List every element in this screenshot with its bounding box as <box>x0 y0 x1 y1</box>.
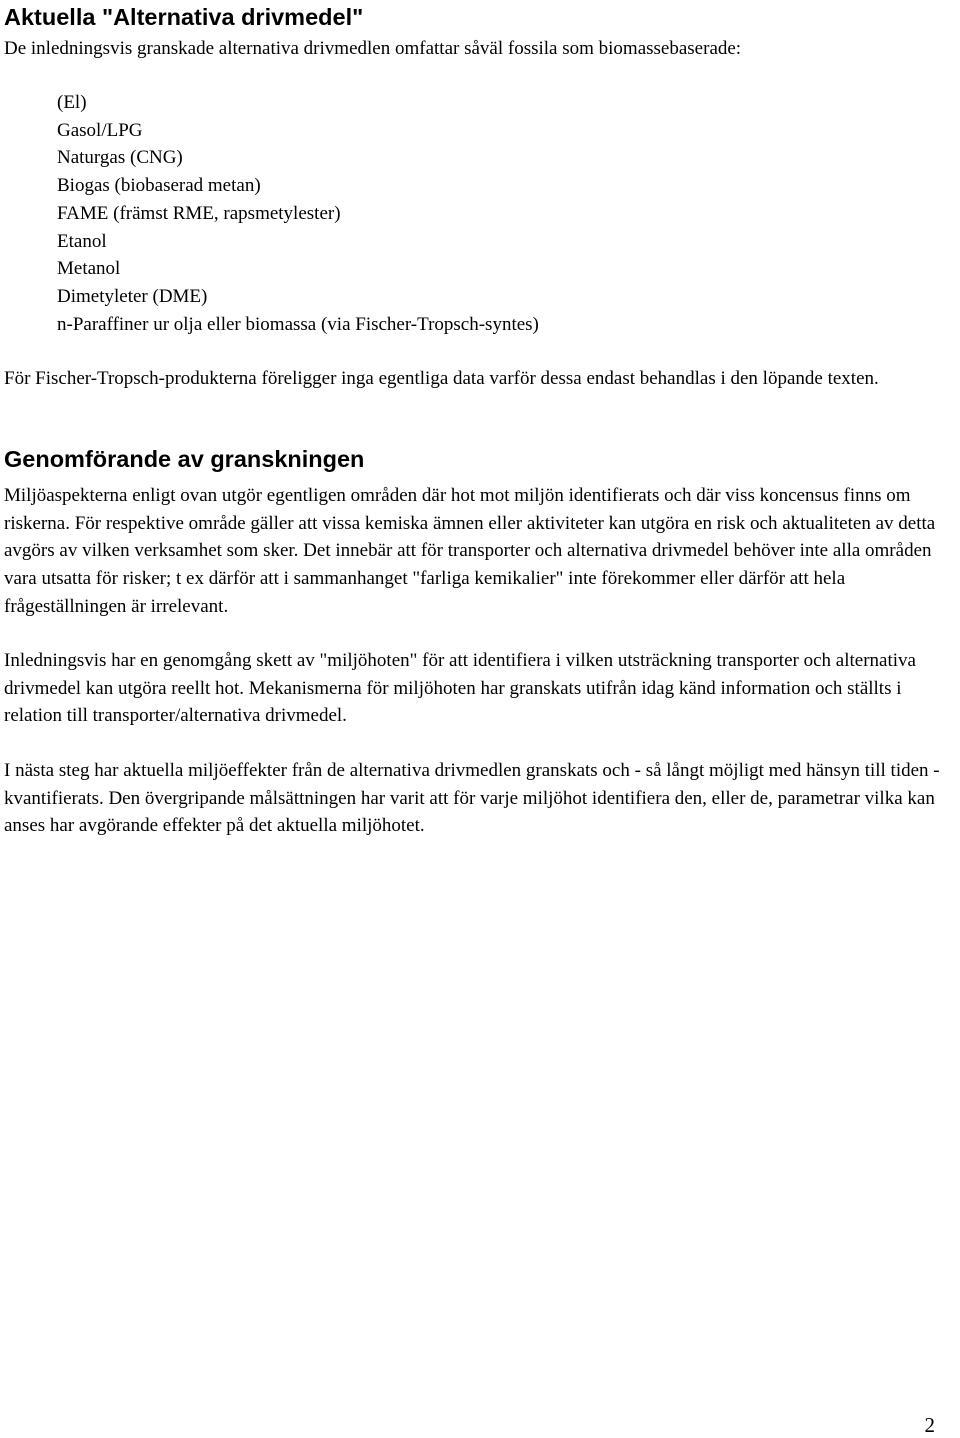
fuel-item-gasol-lpg: Gasol/LPG <box>57 119 143 141</box>
fuel-item-fame: FAME (främst RME, rapsmetylester) <box>57 202 341 224</box>
fuel-item-metanol: Metanol <box>57 258 121 280</box>
intro-paragraph: De inledningsvis granskade alternativa drivmedlen omfattar såväl fossila som biomassebaserade: <box>4 38 742 59</box>
section-heading-alternative-fuels: Aktuella "Alternativa drivmedel" <box>4 4 364 30</box>
fuel-item-etanol: Etanol <box>57 230 107 252</box>
fuel-item-biogas: Biogas (biobaserad metan) <box>57 175 261 197</box>
paragraph-initial-review: Inledningsvis har en genomgång skett av "miljöhoten" för att identifiera i vilken utsträckning transporter och alternativa drivmedel kan utgöra reellt hot. Mekanismerna för miljöhoten har granskats utifrån idag känd information och ställts i relation till transporter/alternativa drivmedel. <box>4 650 916 727</box>
paragraph-next-step: I nästa steg har aktuella miljöeffekter från de alternativa drivmedlen granskats och - så långt möjligt med hänsyn till tiden - kvantifierats. Den övergripande målsättningen har varit att för varje miljöhot identifiera den, eller de, parametrar vilka kan anses har avgörande effekter på det aktuella miljöhotet. <box>4 760 940 837</box>
fuel-item-naturgas: Naturgas (CNG) <box>57 147 183 169</box>
fuel-item-dme: Dimetyleter (DME) <box>57 285 208 307</box>
section-heading-implementation: Genomförande av granskningen <box>4 446 365 472</box>
paragraph-environmental-aspects: Miljöaspekterna enligt ovan utgör egentligen områden där hot mot miljön identifierats och där viss koncensus finns om riskerna. För respektive område gäller att vissa kemiska ämnen eller aktiviteter kan utgöra en risk och aktualiteten av detta avgörs av vilken verksamhet som sker. Det innebär att för transporter och alternativa drivmedel behöver inte alla områden vara utsatta för risker; t ex därför att i sammanhanget "farliga kemikalier" inte förekommer eller därför att hela frågeställningen är irrelevant. <box>4 485 936 617</box>
page-number: 2 <box>924 1413 935 1437</box>
fischer-tropsch-note: För Fischer-Tropsch-produkterna föreligger inga egentliga data varför dessa endast behandlas i den löpande texten. <box>4 368 879 389</box>
fuel-list <box>57 89 539 338</box>
fuel-item-el: (El) <box>57 92 87 113</box>
fuel-item-n-paraffiner: n-Paraffiner ur olja eller biomassa (via Fischer-Tropsch-syntes) <box>57 313 539 335</box>
